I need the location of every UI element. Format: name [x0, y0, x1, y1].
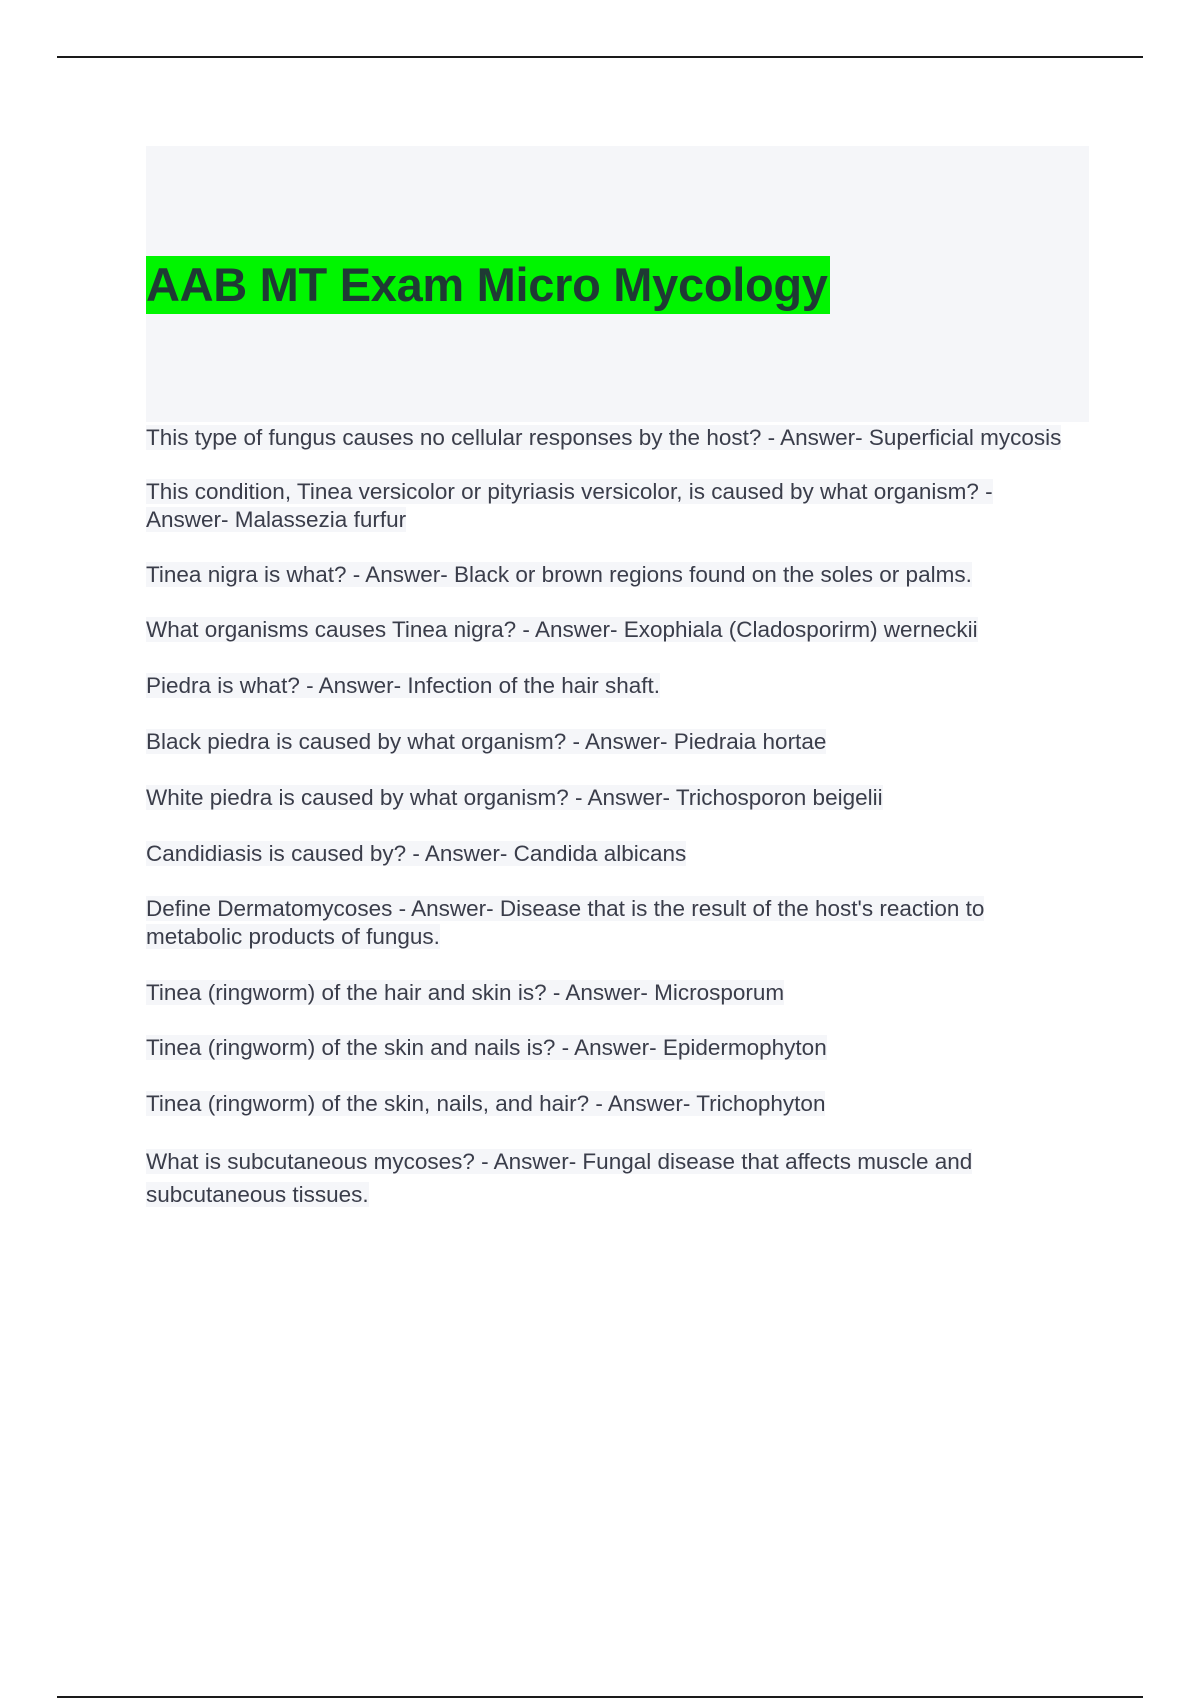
- qa-item: [146, 616, 1076, 644]
- qa-item: [146, 1090, 1076, 1118]
- qa-item: [146, 895, 1076, 951]
- qa-item-text: Tinea nigra is what? - Answer- Black or brown regions found on the soles or palms.: [146, 562, 972, 587]
- bottom-rule: [57, 1696, 1143, 1698]
- qa-item-text: This type of fungus causes no cellular responses by the host? - Answer- Superficial mycosis: [146, 425, 1062, 450]
- qa-item: [146, 672, 1076, 700]
- qa-item-text: This condition, Tinea versicolor or pityriasis versicolor, is caused by what organism? - Answer- Malassezia furfur: [146, 479, 993, 532]
- qa-item-text: Piedra is what? - Answer- Infection of the hair shaft.: [146, 673, 661, 698]
- qa-item-text: Define Dermatomycoses - Answer- Disease that is the result of the host's reaction to metabolic products of fungus.: [146, 896, 985, 949]
- qa-item: [146, 840, 1076, 868]
- qa-item: [146, 979, 1076, 1007]
- qa-item: [146, 1034, 1076, 1062]
- qa-item: [146, 1145, 1076, 1211]
- title-block: [146, 146, 1089, 422]
- qa-item-text: Tinea (ringworm) of the hair and skin is? - Answer- Microsporum: [146, 980, 785, 1005]
- qa-item-text: Candidiasis is caused by? - Answer- Candida albicans: [146, 841, 687, 866]
- qa-item-text: Black piedra is caused by what organism? - Answer- Piedraia hortae: [146, 729, 827, 754]
- qa-list: [146, 424, 1076, 1211]
- top-rule: [57, 56, 1143, 58]
- qa-item-text: Tinea (ringworm) of the skin, nails, and hair? - Answer- Trichophyton: [146, 1091, 826, 1116]
- qa-item: [146, 478, 1076, 534]
- qa-item-text: Tinea (ringworm) of the skin and nails is? - Answer- Epidermophyton: [146, 1035, 827, 1060]
- document-title: AAB MT Exam Micro Mycology: [146, 256, 830, 314]
- qa-item-text: What organisms causes Tinea nigra? - Answer- Exophiala (Cladosporirm) werneckii: [146, 617, 978, 642]
- qa-item: [146, 728, 1076, 756]
- qa-item: [146, 784, 1076, 812]
- qa-item: [146, 424, 1076, 452]
- qa-item: [146, 561, 1076, 589]
- qa-item-text: White piedra is caused by what organism? - Answer- Trichosporon beigelii: [146, 785, 883, 810]
- qa-item-text: What is subcutaneous mycoses? - Answer- Fungal disease that affects muscle and subcutaneous tissues.: [146, 1149, 973, 1207]
